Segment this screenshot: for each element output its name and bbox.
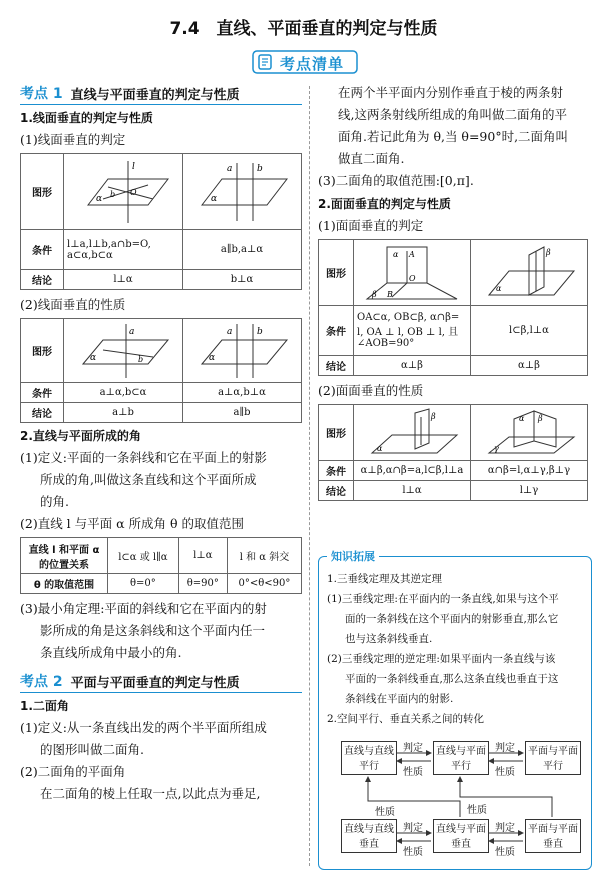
arrow-label: 性质: [495, 767, 515, 778]
svg-text:β: β: [546, 247, 551, 257]
figure-perpendicular-line-plane: [68, 157, 178, 227]
condition-cell: [64, 230, 183, 270]
figure-cell: [64, 319, 183, 383]
figure-parallel-lines-plane: [187, 157, 297, 227]
svg-text:α: α: [496, 283, 502, 293]
flow-box: 平面与平面平行: [525, 741, 581, 775]
column-divider: [309, 86, 310, 866]
svg-text:A: A: [409, 249, 415, 259]
table-angle-range: [20, 537, 302, 594]
subsection-label: (1)面面垂直的判定: [318, 218, 424, 233]
subsection-label: (2)线面垂直的性质: [20, 297, 126, 312]
extension-line: (1)三垂线定理:在平面内的一条直线,如果与这个平: [327, 593, 559, 605]
paragraph-line: 面角.若记此角为 θ,当 θ=90°时,二面角叫: [338, 129, 569, 144]
paragraph-line: 所成的角,叫做这条直线和这个平面所成: [40, 472, 257, 487]
svg-text:a: a: [129, 326, 135, 337]
svg-text:α: α: [519, 413, 525, 423]
conclusion-cell: b⊥α: [183, 270, 302, 290]
paragraph-line: 的图形叫做二面角.: [40, 742, 144, 757]
relation-cell: l 和 α 斜交: [227, 538, 301, 574]
extension-tag: 知识拓展: [327, 548, 379, 564]
range-cell: θ=90°: [178, 574, 227, 594]
left-column: [20, 82, 302, 805]
paragraph-line: (3)二面角的取值范围:[0,π].: [318, 173, 474, 188]
conclusion-cell: l⊥α: [354, 481, 471, 501]
row-header: 结论: [319, 481, 354, 501]
paragraph-line: 做直二面角.: [338, 151, 405, 166]
subheading: 2.直线与平面所成的角: [20, 429, 141, 443]
figure-cell: [64, 154, 183, 230]
subheading: 1.线面垂直的判定与性质: [20, 111, 153, 125]
conclusion-cell: α⊥β: [471, 356, 588, 376]
svg-text:α: α: [209, 352, 216, 363]
banner-text: 考点清单: [280, 55, 345, 73]
row-header: 结论: [21, 403, 64, 423]
condition-cell: a⊥α,b⊂α: [64, 383, 183, 403]
relation-cell: l⊂α 或 l∥α: [108, 538, 179, 574]
flow-box: 平面与平面垂直: [525, 819, 581, 853]
subheading: 1.二面角: [20, 699, 69, 713]
flow-box: 直线与平面垂直: [433, 819, 489, 853]
extension-body: [327, 569, 585, 729]
conclusion-cell: α⊥β: [354, 356, 471, 376]
arrow-label: 判定: [403, 823, 423, 834]
row-header: 图形: [319, 405, 354, 461]
svg-text:α: α: [96, 193, 103, 204]
figure-two-planes-perp-third: [474, 407, 584, 459]
extension-heading: 1.三垂线定理及其逆定理: [327, 573, 443, 585]
svg-text:b: b: [110, 189, 116, 199]
arrow-label: 性质: [403, 847, 423, 858]
paragraph-line: (2)二面角的平面角: [20, 764, 126, 779]
knowledge-extension-box: [318, 550, 592, 870]
row-header: θ 的取值范围: [21, 574, 108, 594]
arrow-label: 判定: [403, 743, 423, 754]
row-header: 结论: [319, 356, 354, 376]
svg-text:α: α: [377, 443, 383, 453]
svg-text:b: b: [257, 326, 263, 337]
svg-text:l: l: [132, 161, 135, 172]
condition-text: l, OA ⊥ l, OB ⊥ l, 且: [357, 327, 459, 338]
row-header: 条件: [319, 461, 354, 481]
arrow-label: 性质: [375, 807, 395, 818]
condition-text: l⊥a,l⊥b,a∩b=O,: [67, 238, 151, 250]
svg-text:O: O: [130, 187, 137, 197]
conclusion-cell: a⊥b: [64, 403, 183, 423]
figure-perp-planes-property: [357, 407, 467, 459]
svg-text:a: a: [227, 163, 233, 174]
right-column: [318, 82, 588, 505]
conclusion-cell: l⊥α: [64, 270, 183, 290]
row-header: 条件: [319, 306, 354, 356]
table-plane-plane-judgement: [318, 239, 588, 376]
svg-text:b: b: [138, 354, 144, 364]
figure-parallel-perp-property: [187, 322, 297, 380]
subheading: 2.面面垂直的判定与性质: [318, 197, 451, 211]
row-header: 图形: [21, 319, 64, 383]
paragraph-line: (1)定义:从一条直线出发的两个半平面所组成: [20, 720, 267, 735]
svg-text:O: O: [409, 273, 416, 283]
extension-line: 面的一条斜线在这个平面内的射影垂直,那么它: [345, 613, 559, 625]
paragraph-line: 线,这两条射线所组成的角叫做二面角的平: [338, 107, 567, 122]
svg-text:α: α: [393, 249, 399, 259]
section-tag: 考点 1: [20, 86, 63, 102]
arrow-label: 判定: [495, 743, 515, 754]
svg-text:α: α: [90, 352, 97, 363]
table-line-plane-property: [20, 318, 302, 423]
row-header: 条件: [21, 230, 64, 270]
range-cell: θ=0°: [108, 574, 179, 594]
extension-line: 条斜线在平面内的射影.: [345, 693, 454, 705]
arrow-label: 性质: [467, 805, 487, 816]
flow-box: 直线与直线垂直: [341, 819, 397, 853]
arrow-label: 性质: [495, 847, 515, 858]
header-text: 直线 l 和平面 α: [28, 544, 100, 556]
subsection-label: (1)线面垂直的判定: [20, 132, 126, 147]
table-line-plane-judgement: [20, 153, 302, 290]
paragraph-line: 在两个半平面内分别作垂直于棱的两条射: [338, 85, 564, 100]
flow-box: 直线与平面平行: [433, 741, 489, 775]
svg-text:B: B: [387, 289, 393, 299]
paragraph-line: 在二面角的棱上任取一点,以此点为垂足,: [40, 786, 261, 801]
svg-text:β: β: [431, 411, 436, 421]
figure-plane-through-perp: [474, 243, 584, 303]
figure-cell: [354, 405, 471, 461]
figure-cell: [183, 319, 302, 383]
page-title: 7.4 直线、平面垂直的判定与性质: [169, 19, 438, 39]
svg-text:γ: γ: [494, 443, 499, 453]
section-header-2: [20, 670, 302, 693]
condition-cell: l⊂β,l⊥α: [471, 306, 588, 356]
section-tag: 考点 2: [20, 674, 63, 690]
row-header: [21, 538, 108, 574]
condition-text: OA⊂α, OB⊂β, α∩β=: [357, 312, 460, 323]
section-banner: [252, 50, 358, 74]
arrow-label: 判定: [495, 823, 515, 834]
figure-cell: [471, 405, 588, 461]
paragraph-line: (1)定义:平面的一条斜线和它在平面上的射影: [20, 450, 267, 465]
conclusion-cell: a∥b: [183, 403, 302, 423]
condition-cell: a⊥α,b⊥α: [183, 383, 302, 403]
relation-cell: l⊥α: [178, 538, 227, 574]
condition-cell: [354, 306, 471, 356]
extension-line: (2)三垂线定理的逆定理:如果平面内一条直线与该: [327, 653, 556, 665]
relation-flow-diagram: [339, 739, 583, 859]
range-cell: 0°<θ<90°: [227, 574, 301, 594]
figure-dihedral-right-angle: [357, 243, 467, 303]
svg-text:β: β: [538, 413, 543, 423]
header-text: 的位置关系: [39, 559, 89, 571]
figure-cell: [354, 240, 471, 306]
svg-text:b: b: [257, 163, 263, 174]
condition-text: a⊂α,b⊂α: [67, 249, 113, 261]
condition-cell: a∥b,a⊥α: [183, 230, 302, 270]
paragraph-line: 的角.: [40, 494, 69, 509]
condition-text: ∠AOB=90°: [357, 338, 415, 349]
section-title: 平面与平面垂直的判定与性质: [70, 675, 240, 691]
row-header: 条件: [21, 383, 64, 403]
extension-line: 也与这条斜线垂直.: [345, 633, 433, 645]
svg-text:α: α: [211, 193, 218, 204]
svg-text:β: β: [372, 289, 377, 299]
row-header: 结论: [21, 270, 64, 290]
table-plane-plane-property: [318, 404, 588, 501]
condition-cell: α∩β=l,α⊥γ,β⊥γ: [471, 461, 588, 481]
paragraph-line: (2)直线 l 与平面 α 所成角 θ 的取值范围: [20, 516, 245, 531]
section-header-1: [20, 82, 302, 105]
figure-cell: [183, 154, 302, 230]
paragraph-line: 影所成的角是这条斜线和这个平面内任一: [40, 623, 266, 638]
figure-cell: [471, 240, 588, 306]
arrow-label: 性质: [403, 767, 423, 778]
condition-cell: α⊥β,α∩β=a,l⊂β,l⊥a: [354, 461, 471, 481]
paragraph-line: (3)最小角定理:平面的斜线和它在平面内的射: [20, 601, 267, 616]
figure-perp-line-property: [68, 322, 178, 380]
flow-box: 直线与直线平行: [341, 741, 397, 775]
row-header: 图形: [21, 154, 64, 230]
section-title: 直线与平面垂直的判定与性质: [70, 87, 240, 103]
conclusion-cell: l⊥γ: [471, 481, 588, 501]
subsection-label: (2)面面垂直的性质: [318, 383, 424, 398]
svg-text:a: a: [227, 326, 233, 337]
extension-line: 平面的一条斜线垂直,那么这条直线也垂直于这: [345, 673, 559, 685]
extension-heading: 2.空间平行、垂直关系之间的转化: [327, 713, 485, 725]
paragraph-line: 条直线所成角中最小的角.: [40, 645, 182, 660]
row-header: 图形: [319, 240, 354, 306]
